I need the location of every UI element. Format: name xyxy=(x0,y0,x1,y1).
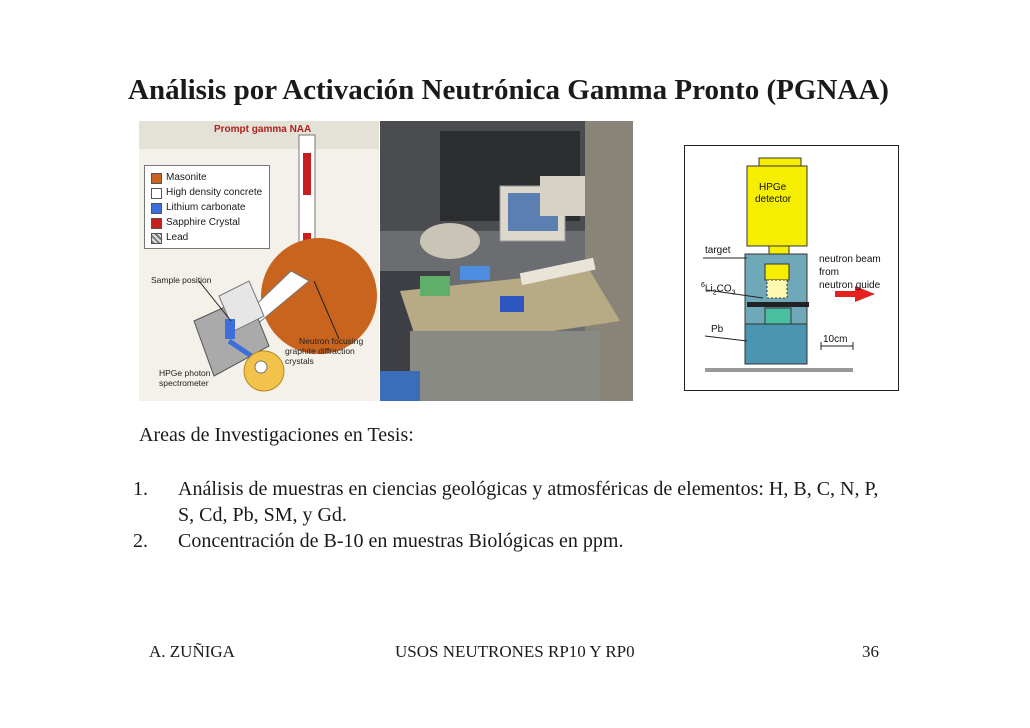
legend-label: Masonite xyxy=(166,172,207,183)
list-number: 2. xyxy=(133,530,148,552)
lab-photo-drawing xyxy=(380,121,633,401)
footer-center: USOS NEUTRONES RP10 Y RP0 xyxy=(395,642,635,661)
legend-swatch xyxy=(151,173,162,184)
schematic-title: Prompt gamma NAA xyxy=(214,124,312,135)
neutron-beam-label: neutron beam xyxy=(819,254,881,265)
section-heading: Areas de Investigaciones en Tesis: xyxy=(139,424,414,446)
hpge-photon-label: HPGe photon xyxy=(159,368,211,378)
legend-swatch xyxy=(151,188,162,199)
legend-label: High density concrete xyxy=(166,187,263,198)
legend-label: Lithium carbonate xyxy=(166,202,246,213)
isotope-superscript: 6 xyxy=(701,282,705,289)
compound-co: CO xyxy=(716,283,732,295)
neutron-guide-label: neutron guide xyxy=(819,280,881,291)
lithium-carbonate-label xyxy=(701,280,736,299)
list-text: Análisis de muestras en ciencias geológicas y atmosféricas de elementos: H, B, C, N, P, S, Cd, Pb, SM, y Gd. xyxy=(178,478,879,526)
slide-title: Análisis por Activación Neutrónica Gamma Pronto (PGNAA) xyxy=(128,74,889,106)
compound-subscript-2: 2 xyxy=(712,289,717,297)
legend-label: Lead xyxy=(166,232,189,243)
legend-swatch xyxy=(151,218,162,229)
compound-subscript-3: 3 xyxy=(731,289,736,297)
target-label: target xyxy=(705,245,731,256)
list-text: Concentración de B-10 en muestras Biológicas en ppm. xyxy=(178,530,624,552)
compound-li: Li xyxy=(704,283,713,295)
hpge-label: HPGe xyxy=(759,182,787,193)
schematic-legend xyxy=(144,165,270,249)
sample-position-label: Sample position xyxy=(151,275,212,285)
from-label: from xyxy=(819,267,839,278)
scale-label: 10cm xyxy=(823,334,848,345)
pb-label: Pb xyxy=(711,324,724,335)
legend-label: Sapphire Crystal xyxy=(166,217,240,228)
legend-swatch xyxy=(151,203,162,214)
graphite-crystals-label: graphite diffraction crystals xyxy=(285,346,355,366)
footer-author: A. ZUÑIGA xyxy=(149,642,235,661)
neutron-focusing-label: Neutron focusing xyxy=(299,336,364,346)
detector-label: detector xyxy=(755,194,792,205)
hpge-detector-diagram xyxy=(684,145,899,391)
spectrometer-label: spectrometer xyxy=(159,378,209,388)
lab-photo xyxy=(380,121,633,401)
detector-drawing xyxy=(685,146,898,390)
list-number: 1. xyxy=(133,478,148,500)
pgnaa-schematic-figure xyxy=(139,121,379,401)
page-number: 36 xyxy=(862,642,879,661)
legend-swatch xyxy=(151,233,162,244)
